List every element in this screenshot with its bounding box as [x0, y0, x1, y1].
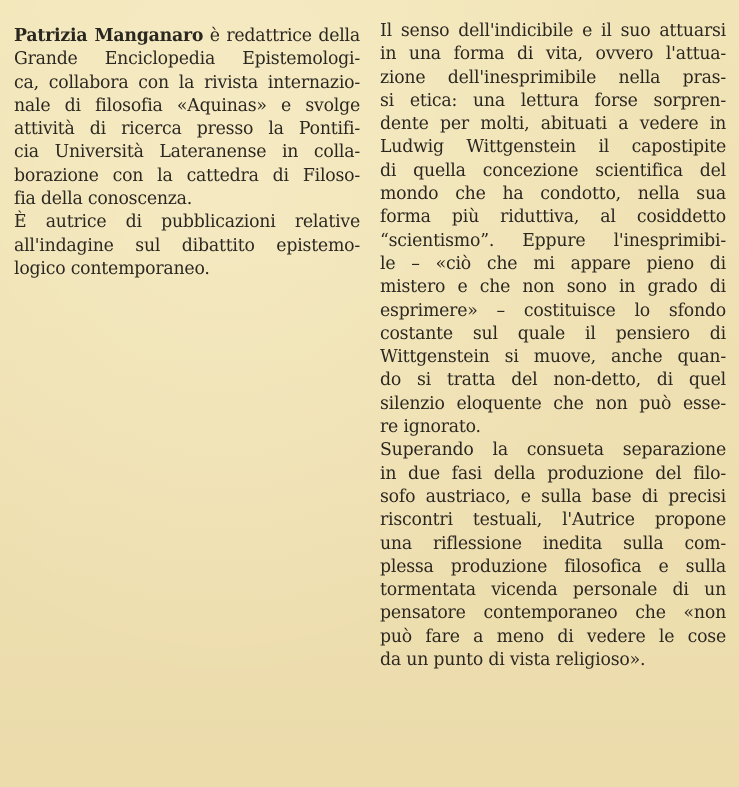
description-line: silenzio eloquente che non può esse-	[380, 393, 726, 414]
bio-line: fia della conoscenza.	[14, 189, 193, 210]
description-line: Ludwig Wittgenstein il capostipite	[380, 137, 726, 158]
description-line: esprimere» – costituisce lo sfondo	[380, 300, 726, 321]
description-line: pensatore contemporaneo che «non	[380, 603, 726, 624]
bio-line: nale di filosofia «Aquinas» e svolge	[14, 95, 360, 116]
bio-line: borazione con la cattedra di Filoso-	[14, 165, 360, 186]
description-line: sofo austriaco, e sulla base di precisi	[380, 486, 726, 507]
bio-line: ca, collabora con la rivista internazio-	[14, 72, 360, 93]
bio-line-1	[14, 25, 360, 48]
description-line: do si tratta del non-detto, di quel	[380, 370, 726, 391]
description-line: re ignorato.	[380, 417, 481, 438]
description-line: può fare a meno di vedere le cose	[380, 626, 726, 647]
bio-line: logico contemporaneo.	[14, 258, 210, 279]
bio-line-1-rest: è redattrice della	[203, 26, 360, 46]
description-line: le – «ciò che mi appare pieno di	[380, 253, 726, 274]
bio-line: cia Università Lateranense in colla-	[14, 142, 360, 163]
description-line: dente per molti, abituati a vedere in	[380, 114, 726, 135]
description-line: in una forma di vita, ovvero l'attua-	[380, 44, 726, 65]
description-line: mistero e che non sono in grado di	[380, 277, 726, 298]
description-line: Wittgenstein si muove, anche quan-	[380, 347, 726, 368]
author-bio-column	[14, 25, 360, 281]
description-line: “scientismo”. Eppure l'inesprimibi-	[380, 230, 726, 251]
description-line: plessa produzione filosofica e sulla	[380, 556, 726, 577]
description-line: zione dell'inesprimibile nella pras-	[380, 67, 726, 88]
bio-line: attività di ricerca presso la Pontifi-	[14, 119, 360, 140]
description-line: da un punto di vista religioso».	[380, 650, 646, 671]
bio-line: all'indagine sul dibattito epistemo-	[14, 235, 360, 256]
description-line: tormentata vicenda personale di un	[380, 580, 726, 601]
description-line: forma più riduttiva, al cosiddetto	[380, 207, 726, 228]
description-line: si etica: una lettura forse sorpren-	[380, 90, 726, 111]
bio-line: È autrice di pubblicazioni relative	[14, 212, 360, 233]
description-line: Il senso dell'indicibile e il suo attuarsi	[380, 21, 726, 41]
description-line: costante sul quale il pensiero di	[380, 323, 726, 344]
description-line: Superando la consueta separazione	[380, 440, 726, 461]
description-line: mondo che ha condotto, nella sua	[380, 184, 726, 205]
description-line: in due fasi della produzione del filo-	[380, 463, 726, 484]
description-line: di quella concezione scientifica del	[380, 160, 726, 181]
book-description-column	[380, 20, 726, 672]
description-line: riscontri testuali, l'Autrice propone	[380, 510, 726, 531]
author-name: Patrizia Manganaro	[14, 26, 204, 46]
bio-line: Grande Enciclopedia Epistemologi-	[14, 49, 360, 70]
description-line: una riflessione inedita sulla com-	[380, 533, 726, 554]
